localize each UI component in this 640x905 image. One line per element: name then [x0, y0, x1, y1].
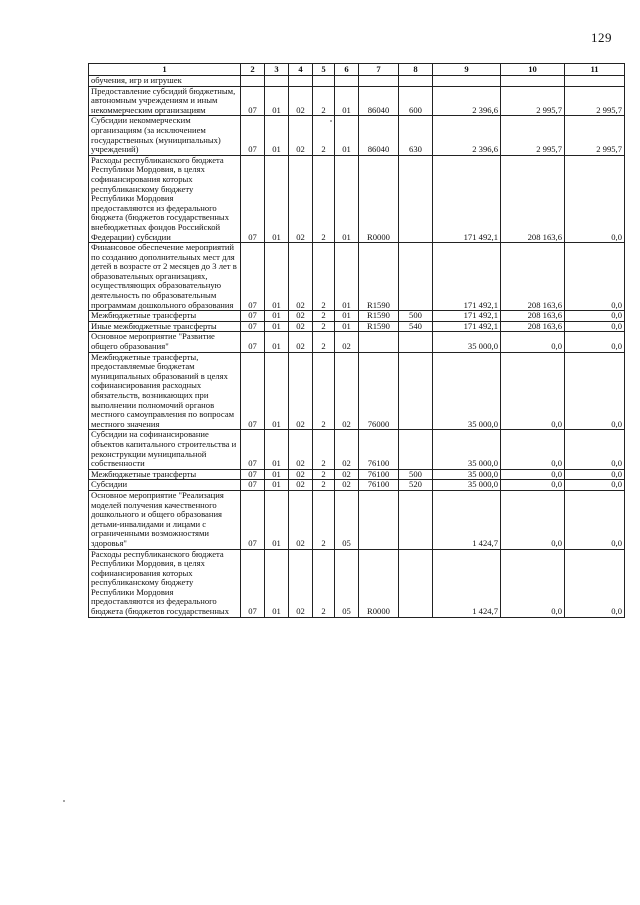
header-row: [89, 64, 625, 76]
row-value-9: 171 492,1: [433, 321, 501, 332]
table-row: [89, 480, 625, 491]
row-value-9: 171 492,1: [433, 311, 501, 322]
row-code-3: 01: [265, 321, 289, 332]
row-code-4: 02: [289, 469, 313, 480]
row-code-3: 01: [265, 86, 289, 116]
row-code-7: 76000: [359, 352, 399, 430]
row-value-11: 0,0: [565, 332, 625, 352]
budget-table: [88, 63, 625, 618]
row-code-8: [399, 76, 433, 87]
row-code-4: 02: [289, 86, 313, 116]
row-code-3: [265, 76, 289, 87]
row-name: Расходы республиканского бюджета Республики Мордовия, в целях софинансирования которых республиканскому бюджету Республики Мордовия предоставляются из федерального бюджета (бюджетов государственных: [89, 549, 241, 617]
row-value-11: 2 995,7: [565, 116, 625, 155]
header-cell: 9: [433, 64, 501, 76]
row-value-9: 2 396,6: [433, 86, 501, 116]
row-code-4: 02: [289, 321, 313, 332]
row-code-3: 01: [265, 332, 289, 352]
row-code-4: 02: [289, 352, 313, 430]
row-code-2: 07: [241, 243, 265, 311]
row-code-8: [399, 243, 433, 311]
header-cell: 7: [359, 64, 399, 76]
row-value-10: 208 163,6: [501, 311, 565, 322]
row-value-9: 171 492,1: [433, 155, 501, 242]
table-row: [89, 549, 625, 617]
header-cell: 4: [289, 64, 313, 76]
row-value-9: 35 000,0: [433, 469, 501, 480]
row-code-7: 86040: [359, 116, 399, 155]
row-code-3: 01: [265, 480, 289, 491]
row-code-5: 2: [313, 332, 335, 352]
row-value-9: 171 492,1: [433, 243, 501, 311]
row-code-5: 2: [313, 311, 335, 322]
table-row: [89, 332, 625, 352]
header-cell: 10: [501, 64, 565, 76]
row-code-6: 02: [335, 480, 359, 491]
row-code-5: 2: [313, 116, 335, 155]
row-value-9: 35 000,0: [433, 480, 501, 491]
row-value-9: [433, 76, 501, 87]
row-code-5: 2: [313, 321, 335, 332]
row-code-8: 500: [399, 311, 433, 322]
row-code-7: [359, 332, 399, 352]
row-code-2: 07: [241, 321, 265, 332]
row-value-11: 0,0: [565, 155, 625, 242]
row-value-11: [565, 76, 625, 87]
row-code-5: 2: [313, 243, 335, 311]
row-value-10: 0,0: [501, 469, 565, 480]
row-value-9: 35 000,0: [433, 352, 501, 430]
row-code-3: 01: [265, 549, 289, 617]
row-code-3: 01: [265, 430, 289, 469]
table-row: [89, 116, 625, 155]
row-code-6: 01: [335, 311, 359, 322]
row-value-10: 208 163,6: [501, 321, 565, 332]
row-code-8: 520: [399, 480, 433, 491]
row-code-6: 01: [335, 243, 359, 311]
row-value-9: 35 000,0: [433, 332, 501, 352]
row-code-2: [241, 76, 265, 87]
row-value-11: 0,0: [565, 311, 625, 322]
row-code-2: 07: [241, 352, 265, 430]
row-code-3: 01: [265, 243, 289, 311]
row-code-5: 2: [313, 86, 335, 116]
row-code-8: [399, 490, 433, 549]
row-code-2: 07: [241, 549, 265, 617]
scan-speck: [63, 800, 65, 802]
row-name: Субсидии: [89, 480, 241, 491]
row-code-7: R1590: [359, 321, 399, 332]
row-code-5: 2: [313, 430, 335, 469]
row-code-6: 01: [335, 155, 359, 242]
row-code-4: 02: [289, 332, 313, 352]
row-value-10: 2 995,7: [501, 86, 565, 116]
row-code-3: 01: [265, 352, 289, 430]
row-code-5: 2: [313, 480, 335, 491]
row-code-7: 76100: [359, 469, 399, 480]
row-code-4: 02: [289, 243, 313, 311]
header-cell: 5: [313, 64, 335, 76]
row-code-5: 2: [313, 549, 335, 617]
row-value-10: 0,0: [501, 549, 565, 617]
header-cell: 2: [241, 64, 265, 76]
header-cell: 6: [335, 64, 359, 76]
row-code-3: 01: [265, 490, 289, 549]
row-code-4: [289, 76, 313, 87]
row-code-8: 600: [399, 86, 433, 116]
table-row: [89, 490, 625, 549]
row-code-7: [359, 490, 399, 549]
row-value-10: 208 163,6: [501, 243, 565, 311]
row-code-7: R1590: [359, 243, 399, 311]
table-row: [89, 321, 625, 332]
row-code-5: 2: [313, 352, 335, 430]
row-code-3: 01: [265, 116, 289, 155]
table-row: [89, 76, 625, 87]
table-row: [89, 86, 625, 116]
row-code-2: 07: [241, 490, 265, 549]
header-cell: 1: [89, 64, 241, 76]
row-code-6: 02: [335, 332, 359, 352]
row-code-7: R0000: [359, 155, 399, 242]
row-code-4: 02: [289, 311, 313, 322]
row-code-8: [399, 352, 433, 430]
row-code-3: 01: [265, 469, 289, 480]
header-cell: 11: [565, 64, 625, 76]
row-value-11: 0,0: [565, 243, 625, 311]
row-value-10: 0,0: [501, 352, 565, 430]
row-code-8: [399, 155, 433, 242]
table-row: [89, 469, 625, 480]
row-value-9: 1 424,7: [433, 549, 501, 617]
row-code-8: 540: [399, 321, 433, 332]
row-value-11: 0,0: [565, 549, 625, 617]
row-code-7: [359, 76, 399, 87]
row-code-8: [399, 332, 433, 352]
row-value-11: 0,0: [565, 352, 625, 430]
row-value-10: 2 995,7: [501, 116, 565, 155]
row-code-5: 2: [313, 490, 335, 549]
row-value-11: 0,0: [565, 490, 625, 549]
row-value-10: 0,0: [501, 480, 565, 491]
row-code-8: 630: [399, 116, 433, 155]
row-code-4: 02: [289, 480, 313, 491]
row-name: Финансовое обеспечение мероприятий по созданию дополнительных мест для детей в возрасте от 2 месяцев до 3 лет в образовательных организациях, осуществляющих образовательную деятельность по образовательным программам дошкольного образования: [89, 243, 241, 311]
table-row: [89, 430, 625, 469]
row-code-2: 07: [241, 311, 265, 322]
row-value-11: 0,0: [565, 430, 625, 469]
row-code-3: 01: [265, 311, 289, 322]
row-code-5: [313, 76, 335, 87]
row-name: обучения, игр и игрушек: [89, 76, 241, 87]
table-row: [89, 352, 625, 430]
table-row: [89, 311, 625, 322]
row-code-6: 05: [335, 549, 359, 617]
row-code-6: 01: [335, 321, 359, 332]
row-code-6: 01: [335, 116, 359, 155]
row-value-10: 0,0: [501, 490, 565, 549]
row-value-10: 0,0: [501, 430, 565, 469]
row-value-10: 208 163,6: [501, 155, 565, 242]
row-code-8: [399, 430, 433, 469]
row-name: Основное мероприятие "Реализация моделей получения качественного дошкольного и общего образования детьми-инвалидами и лицами с ограниченными возможностями здоровья": [89, 490, 241, 549]
row-value-11: 2 995,7: [565, 86, 625, 116]
row-code-7: 76100: [359, 480, 399, 491]
row-code-7: 86040: [359, 86, 399, 116]
row-code-8: [399, 549, 433, 617]
row-code-6: 02: [335, 352, 359, 430]
header-cell: 3: [265, 64, 289, 76]
row-code-2: 07: [241, 116, 265, 155]
row-name: Предоставление субсидий бюджетным, автономным учреждениям и иным некоммерческим организациям: [89, 86, 241, 116]
row-code-5: 2: [313, 469, 335, 480]
row-value-11: 0,0: [565, 469, 625, 480]
row-value-9: 1 424,7: [433, 490, 501, 549]
row-code-2: 07: [241, 332, 265, 352]
row-value-10: 0,0: [501, 332, 565, 352]
row-value-10: [501, 76, 565, 87]
row-code-5: 2: [313, 155, 335, 242]
row-code-2: 07: [241, 86, 265, 116]
row-code-8: 500: [399, 469, 433, 480]
row-value-9: 35 000,0: [433, 430, 501, 469]
row-code-6: 05: [335, 490, 359, 549]
row-code-7: R0000: [359, 549, 399, 617]
row-code-2: 07: [241, 480, 265, 491]
row-code-4: 02: [289, 490, 313, 549]
header-cell: 8: [399, 64, 433, 76]
row-value-11: 0,0: [565, 321, 625, 332]
row-code-6: 01: [335, 86, 359, 116]
row-name: Межбюджетные трансферты: [89, 469, 241, 480]
row-name: Основное мероприятие "Развитие общего образования": [89, 332, 241, 352]
row-code-6: [335, 76, 359, 87]
row-name: Межбюджетные трансферты, предоставляемые бюджетам муниципальных образований в целях софинансирования расходных обязательств, возникающих при выполнении полномочий органов местного самоуправления по вопросам местного значения: [89, 352, 241, 430]
row-name: Субсидии на софинансирование объектов капитального строительства и реконструкции муниципальной собственности: [89, 430, 241, 469]
row-code-7: R1590: [359, 311, 399, 322]
row-code-6: 02: [335, 469, 359, 480]
row-code-2: 07: [241, 469, 265, 480]
scan-speck: [330, 120, 332, 122]
row-value-9: 2 396,6: [433, 116, 501, 155]
table-row: [89, 155, 625, 242]
row-name: Расходы республиканского бюджета Республики Мордовия, в целях софинансирования которых республиканскому бюджету Республики Мордовия предоставляются из федерального бюджета (бюджетов государственных внебюджетных фондов Российской Федерации) субсидии: [89, 155, 241, 242]
row-code-4: 02: [289, 430, 313, 469]
row-code-7: 76100: [359, 430, 399, 469]
row-value-11: 0,0: [565, 480, 625, 491]
row-name: Иные межбюджетные трансферты: [89, 321, 241, 332]
row-code-3: 01: [265, 155, 289, 242]
row-code-2: 07: [241, 430, 265, 469]
row-name: Межбюджетные трансферты: [89, 311, 241, 322]
row-code-4: 02: [289, 549, 313, 617]
row-code-4: 02: [289, 155, 313, 242]
row-code-2: 07: [241, 155, 265, 242]
row-code-4: 02: [289, 116, 313, 155]
page-number: 129: [591, 30, 612, 45]
row-name: Субсидии некоммерческим организациям (за исключением государственных (муниципальных) учреждений): [89, 116, 241, 155]
row-code-6: 02: [335, 430, 359, 469]
table-row: [89, 243, 625, 311]
